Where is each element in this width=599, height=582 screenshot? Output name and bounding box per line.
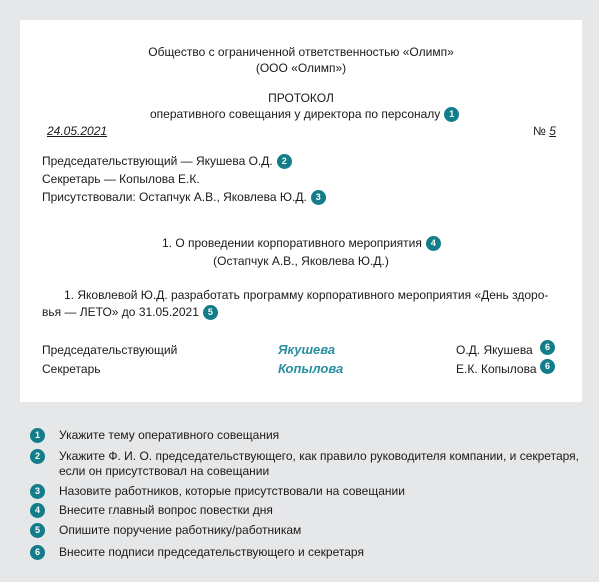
legend-text: Укажите тему оперативного совещания [59, 428, 280, 442]
chair-name: О.Д. Якушева [456, 343, 533, 357]
chair-line: Председательствующий — Якушева О.Д. 2 [42, 154, 292, 169]
document-number: № 5 [533, 124, 556, 138]
badge-4: 4 [426, 236, 441, 251]
badge-6-chair: 6 [540, 340, 555, 355]
document-title: ПРОТОКОЛ [268, 91, 334, 105]
legend-text: Опишите поручение работнику/работникам [59, 523, 302, 537]
legend-badge: 2 [30, 449, 45, 464]
legend-badge: 3 [30, 484, 45, 499]
badge-6-secretary: 6 [540, 359, 555, 374]
legend-text: Укажите Ф. И. О. председательствующего, как правило руководителя компании, и секретаря, если он присутствовал на совещании [59, 449, 579, 478]
agenda-item: 1. О проведении корпоративного мероприятия 4 [162, 236, 441, 251]
badge-1: 1 [444, 107, 459, 122]
badge-2: 2 [277, 154, 292, 169]
document-subtitle: оперативного совещания у директора по персоналу 1 [150, 107, 459, 122]
legend-badge: 6 [30, 545, 45, 560]
secretary-signature: Копылова [278, 361, 344, 376]
badge-3: 3 [311, 190, 326, 205]
legend-badge: 5 [30, 523, 45, 538]
present-line: Присутствовали: Остапчук А.В., Яковлева Ю.Д. 3 [42, 190, 326, 205]
secretary-role: Секретарь [42, 362, 101, 376]
secretary-line: Секретарь — Копылова Е.К. [42, 172, 200, 186]
legend-text: Внесите подписи председательствующего и секретаря [59, 545, 364, 559]
assignment-line-2: вья — ЛЕТО» до 31.05.2021 5 [42, 305, 218, 320]
assignment-line-1: 1. Яковлевой Ю.Д. разработать программу корпоративного мероприятия «День здоро- [64, 288, 549, 302]
chair-role: Председательствующий [42, 343, 178, 357]
legend-badge: 1 [30, 428, 45, 443]
protocol-document [20, 20, 582, 402]
legend-text: Назовите работников, которые присутствовали на совещании [59, 484, 405, 498]
company-name: Общество с ограниченной ответственностью «Олимп» [148, 45, 454, 59]
badge-5: 5 [203, 305, 218, 320]
company-short-name: (ООО «Олимп») [255, 61, 347, 75]
legend-badge: 4 [30, 503, 45, 518]
document-date: 24.05.2021 [47, 124, 108, 138]
legend-text: Внесите главный вопрос повестки дня [59, 503, 273, 517]
agenda-speakers: (Остапчук А.В., Яковлева Ю.Д.) [213, 254, 389, 268]
secretary-name: Е.К. Копылова [456, 362, 537, 376]
chair-signature: Якушева [278, 342, 336, 357]
